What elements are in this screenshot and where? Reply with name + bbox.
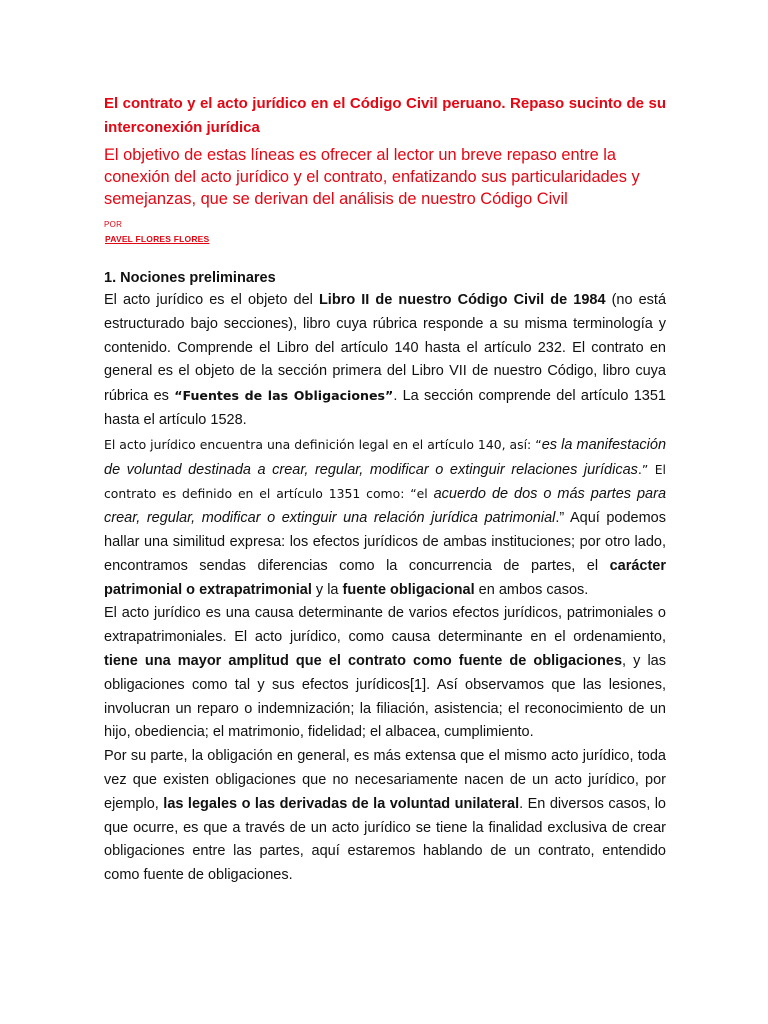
p2-italic-definition-1: es la manifestación de voluntad destinada a crear, regular, modificar o extinguir relaciones jurídicas [104, 436, 667, 478]
p3-text-a: El acto jurídico es una causa determinante de varios efectos jurídicos, patrimoniales o extrapatrimoniales. El acto jurídico, como causa determinante en el ordenamiento, [104, 605, 666, 646]
paragraph-3 [104, 602, 666, 745]
document-page [104, 92, 666, 888]
p3-text-c: , y las obligaciones como tal y sus efectos jurídicos[1]. Así observamos que las lesiones, involucran un reparo o indemnización; la filiación, asistencia; el reconocimiento de un hijo, obediencia; el matrimonio, fidelidad; el albacea, cumplimiento. [104, 652, 667, 741]
paragraph-2 [104, 433, 666, 603]
p1-text-c: (no está estructurado bajo secciones), libro cuya rúbrica responde a su misma terminología y contenido. Comprende el Libro del artículo 140 hasta el artículo 232. El contrato en general es el objeto de la sección primera del Libro VII de nuestro Código, libro cuya rúbrica es [104, 292, 667, 405]
article-title: El contrato y el acto jurídico en el Código Civil peruano. Repaso sucinto de su interconexión jurídica [104, 95, 666, 136]
p3-bold-amplitud: tiene una mayor amplitud que el contrato como fuente de obligaciones [104, 652, 623, 669]
p2-text-e: .” Aquí podemos hallar una similitud expresa: los efectos jurídicos de ambas instituciones; por otro lado, encontramos sendas diferencias como la concurrencia de partes, el [104, 510, 666, 574]
p1-text-a: El acto jurídico es el objeto del [104, 292, 319, 308]
p4-text-a: Por su parte, la obligación en general, es más extensa que el mismo acto jurídico, toda vez que existen obligaciones que no necesariamente nacen de un acto jurídico, por ejemplo, [104, 748, 666, 812]
p2-text-g: y la [311, 581, 343, 598]
p2-bold-fuente: fuente obligacional [342, 581, 475, 598]
p4-bold-legales: las legales o las derivadas de la voluntad unilateral [163, 795, 520, 812]
article-subtitle: El objetivo de estas líneas es ofrecer al lector un breve repaso entre la conexión del acto jurídico y el contrato, enfatizando sus particularidades y semejanzas, que se derivan del análisis de nuestro Código Civil [104, 146, 640, 208]
p1-text-e: . La sección comprende del artículo 1351 hasta el artículo 1528. [104, 388, 666, 428]
paragraph-4 [104, 745, 666, 888]
byline-label: POR [104, 220, 123, 229]
p1-bold-book: Libro II de nuestro Código Civil de 1984 [318, 292, 606, 308]
p2-italic-definition-2: acuerdo de dos o más partes para crear, regular, modificar o extinguir una relación jurídica patrimonial [104, 486, 667, 527]
p4-text-c: . En diversos casos, lo que ocurre, es que a través de un acto jurídico se tiene la finalidad exclusiva de crear obligaciones entre las partes, aquí estaremos hablando de un contrato, entendido como fuente de obligaciones. [104, 795, 666, 884]
p1-bold-rubric: “Fuentes de las Obligaciones” [174, 388, 394, 404]
p2-text-i: en ambos casos. [474, 581, 589, 598]
section-heading: 1. Nociones preliminares [104, 270, 276, 286]
author-link[interactable]: PAVEL FLORES FLORES [105, 234, 210, 244]
p2-bold-patrimonial: carácter patrimonial o extrapatrimonial [104, 557, 666, 598]
paragraph-1 [104, 289, 666, 433]
p2-text-a: El acto jurídico encuentra una definición legal en el artículo 140, así: “ [104, 436, 542, 452]
p2-text-c: .” El contrato es definido en el artículo 1351 como: “el [104, 461, 666, 502]
